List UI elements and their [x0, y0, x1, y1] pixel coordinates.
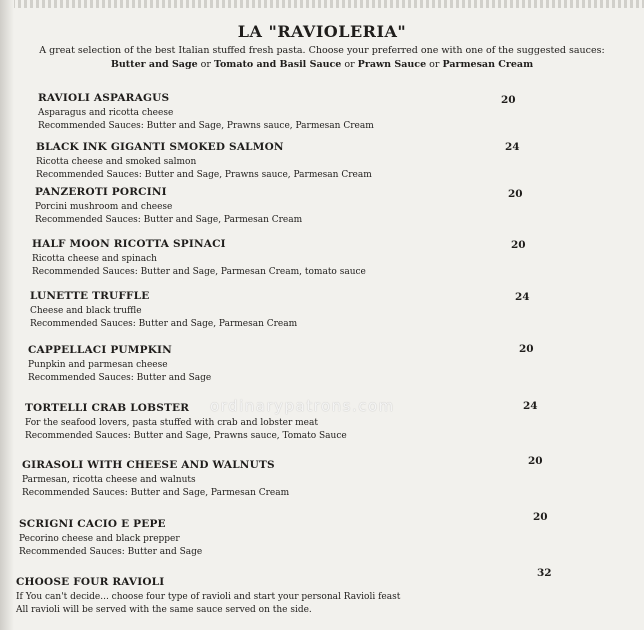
item-description: Ricotta cheese and spinach [32, 254, 157, 264]
menu-item [38, 92, 374, 133]
intro-text: A great selection of the best Italian stuffed fresh pasta. Choose your preferred one with one of the suggested sauces: [39, 45, 605, 56]
item-price: 20 [511, 239, 526, 251]
item-sauces: Recommended Sauces: Butter and Sage, Prawns sauce, Tomato Sauce [25, 431, 347, 441]
item-name: GIRASOLI WITH CHEESE AND WALNUTS [22, 459, 275, 471]
item-name: SCRIGNI CACIO E PEPE [19, 518, 166, 530]
menu-item [30, 290, 297, 331]
item-description: Pecorino cheese and black prepper [19, 534, 180, 544]
intro-or: or [426, 59, 443, 70]
sauce-butter-sage: Butter and Sage [110, 59, 198, 70]
item-description: Punpkin and parmesan cheese [28, 360, 168, 370]
item-price: 24 [505, 141, 520, 153]
item-name: CHOOSE FOUR RAVIOLI [16, 576, 165, 588]
item-name: HALF MOON RICOTTA SPINACI [32, 238, 226, 250]
item-description: For the seafood lovers, pasta stuffed with crab and lobster meat [25, 418, 318, 428]
paper-top-edge [0, 0, 644, 8]
item-description: Asparagus and ricotta cheese [38, 108, 174, 118]
menu-intro [12, 44, 632, 72]
item-name: LUNETTE TRUFFLE [30, 290, 150, 302]
item-description: Ricotta cheese and smoked salmon [36, 157, 197, 167]
item-price: 20 [501, 94, 516, 106]
item-sauces: Recommended Sauces: Butter and Sage, Parmesan Cream, tomato sauce [32, 267, 366, 277]
menu-item [35, 186, 302, 227]
item-name: BLACK INK GIGANTI SMOKED SALMON [36, 141, 284, 153]
item-price: 32 [537, 567, 552, 579]
menu-item [16, 576, 400, 617]
item-price: 24 [515, 291, 530, 303]
item-name: PANZEROTI PORCINI [35, 186, 167, 198]
item-description: Cheese and black truffle [30, 306, 142, 316]
item-sauces: Recommended Sauces: Butter and Sage [19, 547, 203, 557]
item-sauces: All ravioli will be served with the same sauce served on the side. [16, 605, 312, 615]
item-sauces: Recommended Sauces: Butter and Sage, Parmesan Cream [35, 215, 303, 225]
paper-shadow [0, 0, 14, 630]
item-sauces: Recommended Sauces: Butter and Sage, Parmesan Cream [30, 319, 298, 329]
menu-item [22, 459, 289, 500]
item-name: RAVIOLI ASPARAGUS [38, 92, 170, 104]
sauce-tomato-basil: Tomato and Basil Sauce [213, 59, 342, 70]
menu-title: LA "RAVIOLERIA" [237, 22, 407, 41]
item-sauces: Recommended Sauces: Butter and Sage, Prawns sauce, Parmesan Cream [36, 170, 372, 180]
menu-item [28, 344, 211, 385]
item-name: CAPPELLACI PUMPKIN [28, 344, 172, 356]
watermark: ordinarypatrons.com [210, 397, 395, 415]
item-description: Parmesan, ricotta cheese and walnuts [22, 475, 196, 485]
menu-item [36, 141, 372, 182]
intro-sauces [12, 58, 632, 72]
intro-or: or [341, 59, 358, 70]
item-name: TORTELLI CRAB LOBSTER [25, 402, 190, 414]
item-sauces: Recommended Sauces: Butter and Sage, Parmesan Cream [22, 488, 290, 498]
menu-item [32, 238, 366, 279]
item-price: 20 [533, 511, 548, 523]
menu-item [19, 518, 202, 559]
intro-or: or [197, 59, 214, 70]
item-sauces: Recommended Sauces: Butter and Sage [28, 373, 212, 383]
sauce-prawn: Prawn Sauce [357, 59, 427, 70]
item-price: 20 [519, 343, 534, 355]
item-price: 20 [508, 188, 523, 200]
item-description: Porcini mushroom and cheese [35, 202, 173, 212]
item-price: 24 [523, 400, 538, 412]
item-sauces: Recommended Sauces: Butter and Sage, Prawns sauce, Parmesan Cream [38, 121, 374, 131]
item-description: If You can't decide... choose four type of ravioli and start your personal Ravioli feast [16, 592, 401, 602]
sauce-parmesan-cream: Parmesan Cream [442, 59, 534, 70]
item-price: 20 [528, 455, 543, 467]
